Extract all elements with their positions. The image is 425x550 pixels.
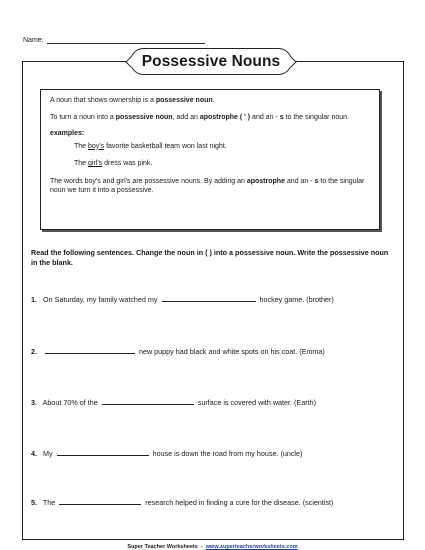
question-number: 4. [31,449,37,458]
footer-brand: Super Teacher Worksheets [127,544,198,550]
question-text-before: My [43,449,53,458]
question-text-after: house is down the road from my house. (uncle) [152,449,303,458]
question-text-after: new puppy had black and white spots on his coat. (Emma) [139,347,325,356]
definition-line [50,96,370,106]
question-text-after: research helped in finding a cure for the disease. (scientist) [145,498,334,507]
page-title [130,48,292,75]
text: to the singular noun we turn it into a possessive. [50,177,365,194]
info-box [40,89,380,230]
question-number: 5. [31,498,37,507]
title-text: Possessive Nouns [141,52,281,70]
question-2 [31,347,325,356]
bold-term: apostrophe ( ' ) [199,113,251,121]
text: . [212,97,215,104]
question-1 [31,295,334,304]
bold-term: s [279,113,284,121]
answer-blank-3[interactable] [102,398,194,405]
name-label: Name: [23,37,44,44]
underlined-word: girl's [88,160,103,167]
answer-blank-5[interactable] [59,498,141,505]
footer-link[interactable]: www.superteacherworksheets.com [205,544,298,550]
text: and an - [284,177,315,185]
bold-term: possessive noun [115,113,173,121]
question-text-before: About 70% of the [42,398,98,407]
question-4 [31,449,302,458]
text: dress was pink. [102,160,153,167]
text: to the singular noun. [283,113,349,121]
answer-blank-2[interactable] [45,347,135,354]
bold-term: s [314,177,319,185]
examples-label: examples: [50,130,85,137]
question-5 [31,498,333,507]
bold-term: apostrophe [246,177,285,185]
question-text-before: The [42,498,56,507]
answer-blank-1[interactable] [162,295,256,302]
text: To turn a noun into a [50,113,116,121]
question-text-after: hockey game. (brother) [259,295,334,304]
text: A noun that shows ownership is a [50,97,156,104]
name-row [23,36,205,44]
question-text-after: surface is covered with water. (Earth) [197,398,317,407]
underlined-word: boy's [88,142,105,150]
question-number: 3. [31,398,37,407]
example-2 [50,159,370,169]
footer [0,544,425,550]
name-field[interactable] [47,36,205,44]
text: The [74,160,89,167]
question-3 [31,398,316,407]
footer-separator: - [197,544,206,550]
question-number: 2. [31,347,37,356]
text: The words boy's and girl's are possessive nouns. By adding an [50,177,247,185]
explanation-note [50,177,370,196]
text: The [74,142,89,150]
bold-term: possessive noun [155,97,213,104]
rule-line [50,113,370,123]
text: , add an [172,113,200,121]
text: and an - [250,113,280,121]
text: favorite basketball team won last night. [104,142,227,150]
question-number: 1. [31,295,37,304]
question-text-before: On Saturday, my family watched my [43,295,158,304]
answer-blank-4[interactable] [57,449,149,456]
example-1 [50,142,370,152]
instructions: Read the following sentences. Change the noun in ( ) into a possessive noun. Write the possessive noun in the blank. [31,248,389,267]
